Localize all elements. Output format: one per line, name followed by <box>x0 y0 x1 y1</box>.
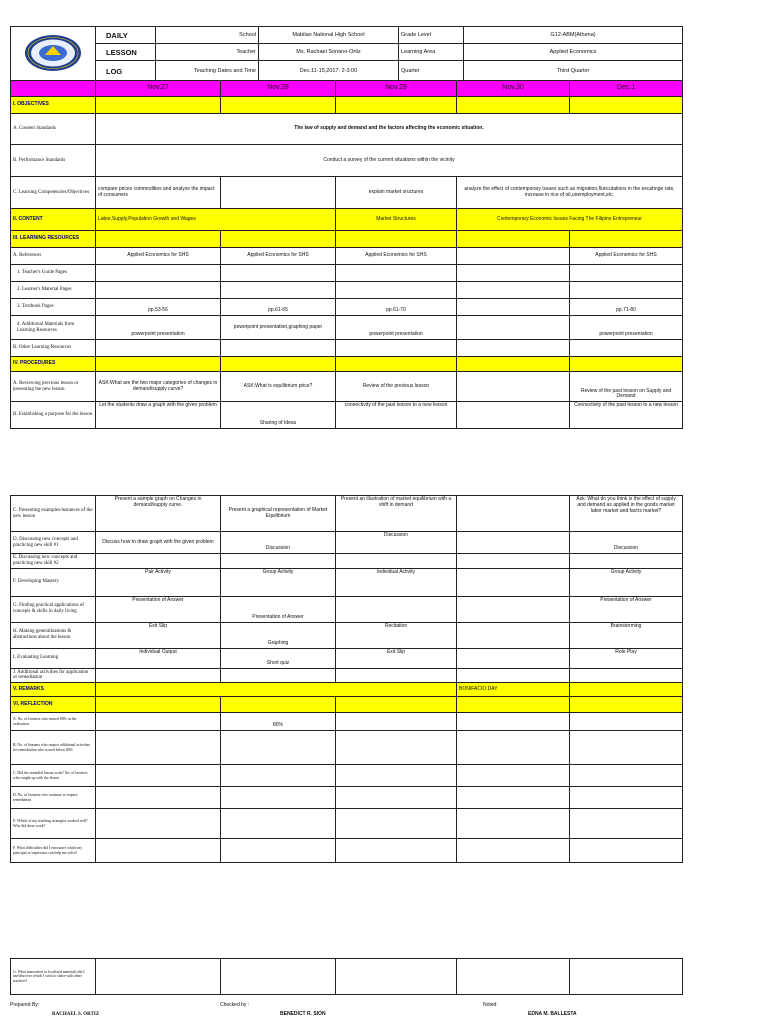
row-label: 2. Learner's Material Pages <box>11 282 96 299</box>
dll-table-page2 <box>10 495 683 863</box>
row-label: D. Discussing new concepts and practicing new skill #1 <box>11 532 96 554</box>
row-label: I. Evaluating Learning <box>11 648 96 668</box>
row-label: 1. Teacher's Guide Pages <box>11 265 96 282</box>
grade-label: Grade Level <box>399 27 464 44</box>
cell: BONIFACIO DAY <box>457 683 570 697</box>
cell: Applied Economics for SHS <box>570 248 683 265</box>
cell: Exit Slip <box>336 648 457 668</box>
cell: Applied Economics for SHS <box>96 248 221 265</box>
cell: Role Play <box>570 648 683 668</box>
performance-standards-text: Conduct a survey of the current situations within the vicinity <box>96 145 683 177</box>
cell: Pair Activity <box>96 568 221 596</box>
section-resources: III. LEARNING RESOURCES <box>11 231 96 248</box>
cell: Applied Economics for SHS <box>336 248 457 265</box>
school-label: School <box>156 27 259 44</box>
area-label: Learning Area <box>399 44 464 61</box>
row-label: B. Other Learning Resources <box>11 340 96 357</box>
dates-value: Dec.11-15,2017: 2-3:00 <box>259 61 399 82</box>
cell: Contemporary Economic Issues Facing The Filipino Entrepreneur <box>457 209 683 231</box>
row-label: G. Finding practical applications of concepts & skills in daily living <box>11 596 96 622</box>
cell: Discussion <box>221 532 336 554</box>
section-objectives: I. OBJECTIVES <box>11 97 96 114</box>
cell: Review of the past lesson on Supply and Demand <box>570 372 683 402</box>
title-daily: DAILY <box>96 27 156 44</box>
teacher-label: Teacher <box>156 44 259 61</box>
cell: Present an illustration of market equilibrium with a shift in demand <box>336 496 457 532</box>
row-label: A. References <box>11 248 96 265</box>
row-label: G. What innovation or localized materials did I use/discover which I wish to share with other teachers? <box>11 959 96 995</box>
row-label: A. Content Standards <box>11 114 96 145</box>
cell: pp.71-80 <box>570 299 683 316</box>
row-label: B. Establishing a purpose for the lesson <box>11 402 96 429</box>
noted-name: EDNA M. BALLESTA <box>528 1011 577 1017</box>
deped-seal-icon <box>23 33 83 73</box>
section-content: II. CONTENT <box>11 209 96 231</box>
school-logo <box>11 27 96 82</box>
cell: Presentation of Answer <box>96 596 221 622</box>
cell: Discussion <box>570 532 683 554</box>
cell: Group Activity <box>570 568 683 596</box>
cell: Let the students draw a graph with the given problem <box>96 402 221 429</box>
quarter-value: Third Quarter <box>464 61 683 82</box>
cell: Group Activity <box>221 568 336 596</box>
row-label: A. Reviewing previous lesson or presenting the new lesson <box>11 372 96 402</box>
school-value: Mabilao National High School <box>259 27 399 44</box>
cell: compare prices commodities and analyze the impact of consumers <box>96 177 221 209</box>
day-header: Nov.28 <box>221 81 336 97</box>
row-label: C. Learning Competencies/Objectives <box>11 177 96 209</box>
cell: Graphing <box>221 622 336 648</box>
row-label: J. Additional activities for application or remediation <box>11 668 96 683</box>
cell: Individual Activity <box>336 568 457 596</box>
row-label: E. Discussing new concepts and practicing new skill #2 <box>11 554 96 569</box>
row-label: 4. Additional Materials from Learning Resources <box>11 316 96 340</box>
checked-by-label: Checked by : <box>220 1002 250 1008</box>
cell: Discussion <box>336 532 457 554</box>
cell: Presentation of Answer <box>221 596 336 622</box>
prepared-by-name: RACHAEL S. ORTIZ <box>52 1012 100 1017</box>
row-label: F. What difficulties did I encounter which my principal or supervisor can help me solve? <box>11 839 96 863</box>
row-label: C. Did the remedial lesson work? No. of learners who caught up with the lesson <box>11 765 96 787</box>
cell: powerpoint presentation,graphing paper <box>221 316 336 340</box>
cell: Present a sample graph on Changes in demand/supply curve. <box>96 496 221 532</box>
cell: 80% <box>221 713 336 731</box>
cell: connectivity of the past lesson to a new lesson <box>336 402 457 429</box>
cell: ASK:What is equilibrium price? <box>221 372 336 402</box>
teacher-value: Ms. Rachael Soriano-Ortiz <box>259 44 399 61</box>
title-lesson: LESSON <box>96 44 156 61</box>
row-label: B. Performance Standards <box>11 145 96 177</box>
cell: pp.53-56 <box>96 299 221 316</box>
cell: ASK:What are the two major categories of changes in demand/supply curve? <box>96 372 221 402</box>
day-header-blank <box>11 81 96 97</box>
row-label: H. Making generalizations & abstractions about the lesson <box>11 622 96 648</box>
content-standards-text: The law of supply and demand and the factors affecting the economic situation. <box>96 114 683 145</box>
cell: Connectivity of the past lesson to a new lesson <box>570 402 683 429</box>
day-header: Nov.30 <box>457 81 570 97</box>
row-label: 3. Textbook Pages <box>11 299 96 316</box>
cell: explain market sructures <box>336 177 457 209</box>
row-label: D. No. of learners who continue to require remediation <box>11 787 96 809</box>
day-header: Nov.27 <box>96 81 221 97</box>
row-label: C. Presenting examples/instances of the new lesson <box>11 496 96 532</box>
section-procedures: IV. PROCEDURES <box>11 357 96 372</box>
cell: Presentation of Answer <box>570 596 683 622</box>
cell: Individual Output <box>96 648 221 668</box>
noted-label: Noted: <box>483 1002 498 1008</box>
cell: Discuss how to draw graph with the given problem <box>96 532 221 554</box>
row-label: E. Which of my teaching strategies worked well? Why did these work? <box>11 809 96 839</box>
day-header: Nov.29 <box>336 81 457 97</box>
cell: Applied Economics for SHS <box>221 248 336 265</box>
cell: pp.61-70 <box>336 299 457 316</box>
cell: Sharing of Ideas <box>221 402 336 429</box>
quarter-label: Quarter <box>399 61 464 82</box>
row-label: B. No. of learners who require additional activities for remediation who scored below 80% <box>11 731 96 765</box>
dll-table-page3 <box>10 958 683 995</box>
prepared-by-label: Prepared By: <box>10 1002 40 1008</box>
cell: Recitation <box>336 622 457 648</box>
grade-value: G12-ABM(Athena) <box>464 27 683 44</box>
dll-table-page1 <box>10 80 683 429</box>
section-remarks: V. REMARKS <box>11 683 96 697</box>
cell: analyze the effect of contemporary issues such as migration,fluncutations in the excahnge rate, increase in rice of oil,unemployment,etc. <box>457 177 683 209</box>
cell: Present a graphical representation of Market Equilibrium <box>221 496 336 532</box>
dates-label: Teaching Dates and Time <box>156 61 259 82</box>
header-table <box>10 26 683 82</box>
cell: Short quiz <box>221 648 336 668</box>
cell: pp.61-65 <box>221 299 336 316</box>
area-value: Applied Economics <box>464 44 683 61</box>
row-label: A. No. of learners who earned 80% in the evaluation <box>11 713 96 731</box>
checked-by-name: BENEDICT R. SION <box>280 1011 326 1017</box>
row-label: F. Developing Mastery <box>11 568 96 596</box>
cell: powerpoint presentation <box>570 316 683 340</box>
cell: powerpoint presentation <box>96 316 221 340</box>
cell: Exit Slip <box>96 622 221 648</box>
section-reflection: VI. REFLECTION <box>11 697 96 713</box>
cell: Market Structures <box>336 209 457 231</box>
cell: powerpoint presentation <box>336 316 457 340</box>
cell: Labor,Supply,Population Growth and Wages <box>96 209 336 231</box>
day-header: Dec.1 <box>570 81 683 97</box>
title-log: LOG <box>96 61 156 82</box>
cell: Ask: What do you think is the effect of supply and demand as applied in the goods market labor market and factrs market? <box>570 496 683 532</box>
cell: Review of the previous lesson <box>336 372 457 402</box>
cell: Brainstorming <box>570 622 683 648</box>
